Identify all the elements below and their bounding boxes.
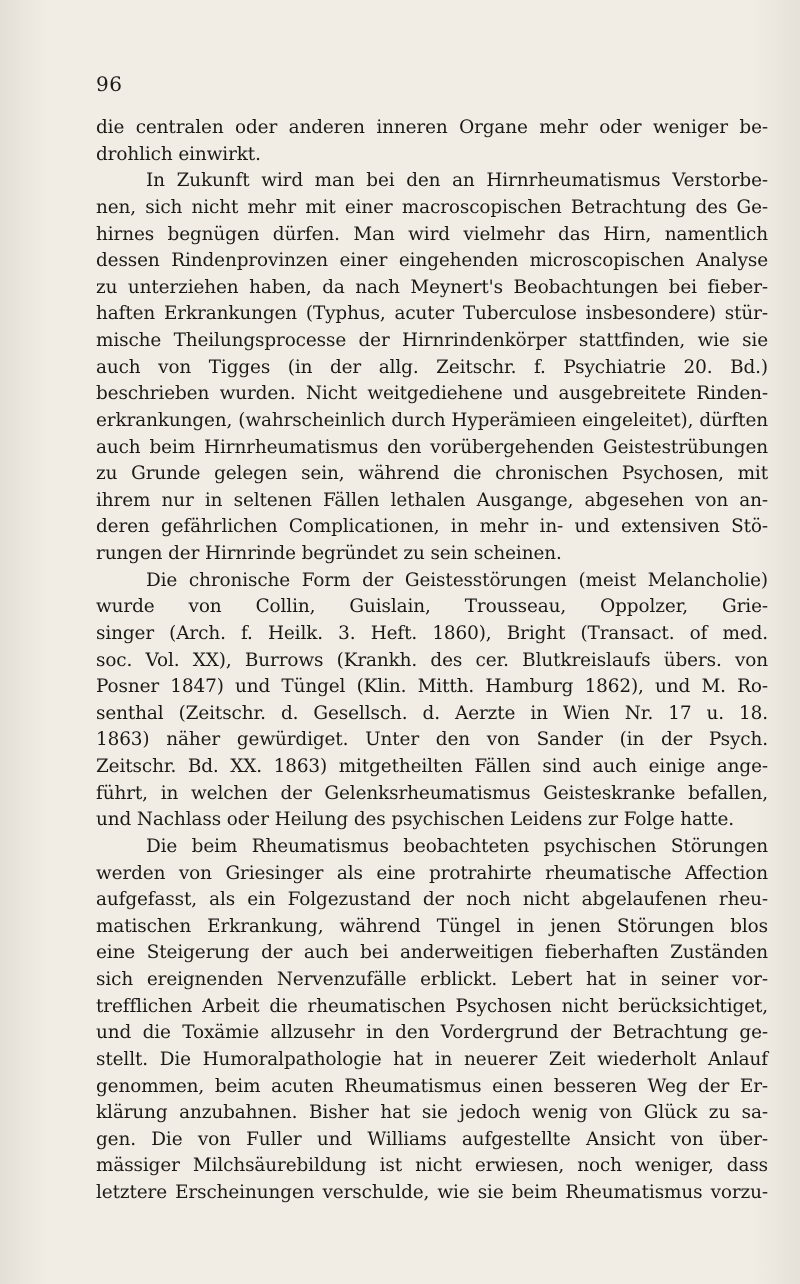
text-line: haften Erkrankungen (Typhus, acuter Tuberculose insbesondere) stür- bbox=[96, 303, 768, 325]
text-line: drohlich einwirkt. bbox=[96, 143, 261, 165]
text-line: letztere Erscheinungen verschulde, wie sie beim Rheumatismus vorzu- bbox=[96, 1182, 768, 1203]
text-line: Zeitschr. Bd. XX. 1863) mitgetheilten Fällen sind auch einige ange- bbox=[96, 756, 768, 777]
text-line: klärung anzubahnen. Bisher hat sie jedoch wenig von Glück zu sa- bbox=[96, 1102, 768, 1124]
text-line: Die beim Rheumatismus beobachteten psychischen Störungen bbox=[146, 835, 768, 857]
text-line: zu unterziehen haben, da nach Meynert's Beobachtungen bei fieber- bbox=[96, 276, 768, 298]
text-line: eine Steigerung der auch bei anderweitigen fieberhaften Zuständen bbox=[96, 942, 768, 964]
text-line: matischen Erkrankung, während Tüngel in jenen Störungen blos bbox=[96, 915, 768, 937]
text-line: genommen, beim acuten Rheumatismus einen besseren Weg der Er- bbox=[96, 1075, 768, 1097]
text-line: stellt. Die Humoralpathologie hat in neuerer Zeit wiederholt Anlauf bbox=[96, 1048, 768, 1070]
text-line: zu Grunde gelegen sein, während die chronischen Psychosen, mit bbox=[96, 463, 768, 485]
body-text bbox=[96, 115, 768, 1207]
text-line: gen. Die von Fuller und Williams aufgestellte Ansicht von über- bbox=[96, 1128, 768, 1150]
text-line: auch beim Hirnrheumatismus den vorübergehenden Geistestrübungen bbox=[96, 436, 768, 458]
text-line: 1863) näher gewürdiget. Unter den von Sander (in der Psych. bbox=[96, 729, 768, 751]
text-line: Posner 1847) und Tüngel (Klin. Mitth. Hamburg 1862), und M. Ro- bbox=[96, 676, 768, 698]
text-line: beschrieben wurden. Nicht weitgediehene und ausgebreitete Rinden- bbox=[96, 383, 768, 405]
text-line: aufgefasst, als ein Folgezustand der noch nicht abgelaufenen rheu- bbox=[96, 889, 768, 911]
text-line: auch von Tigges (in der allg. Zeitschr. f. Psychiatrie 20. Bd.) bbox=[96, 356, 768, 378]
text-line: und Nachlass oder Heilung des psychischen Leidens zur Folge hatte. bbox=[96, 809, 735, 831]
text-line: werden von Griesinger als eine protrahirte rheumatische Affection bbox=[96, 862, 768, 884]
text-line: trefflichen Arbeit die rheumatischen Psychosen nicht berücksichtiget, bbox=[96, 995, 768, 1017]
text-line: In Zukunft wird man bei den an Hirnrheumatismus Verstorbe- bbox=[146, 170, 768, 192]
text-line: mische Theilungsprocesse der Hirnrindenkörper stattfinden, wie sie bbox=[96, 330, 768, 351]
text-line: senthal (Zeitschr. d. Gesellsch. d. Aerzte in Wien Nr. 17 u. 18. bbox=[96, 702, 768, 724]
text-line: Die chronische Form der Geistesstörungen (meist Melancholie) bbox=[146, 569, 768, 591]
text-line: und die Toxämie allzusehr in den Vordergrund der Betrachtung ge- bbox=[96, 1022, 768, 1044]
text-line: deren gefährlichen Complicationen, in mehr in- und extensiven Stö- bbox=[96, 516, 768, 538]
text-line: mässiger Milchsäurebildung ist nicht erwiesen, noch weniger, dass bbox=[96, 1155, 768, 1177]
text-line: singer (Arch. f. Heilk. 3. Heft. 1860), Bright (Transact. of med. bbox=[96, 622, 768, 644]
text-line: wurde von Collin, Guislain, Trousseau, Oppolzer, Grie- bbox=[96, 596, 768, 618]
text-line: soc. Vol. XX), Burrows (Krankh. des cer. Blutkreislaufs übers. von bbox=[96, 649, 768, 671]
text-line: rungen der Hirnrinde begründet zu sein scheinen. bbox=[96, 543, 562, 564]
text-line: sich ereignenden Nervenzufälle erblickt. Lebert hat in seiner vor- bbox=[96, 969, 768, 990]
text-line: erkrankungen, (wahrscheinlich durch Hyperämieen eingeleitet), dürften bbox=[96, 409, 768, 431]
page-number: 96 bbox=[96, 72, 123, 96]
text-line: führt, in welchen der Gelenksrheumatismus Geisteskranke befallen, bbox=[96, 782, 768, 804]
text-line: die centralen oder anderen inneren Organe mehr oder weniger be- bbox=[96, 117, 768, 138]
text-line: nen, sich nicht mehr mit einer macroscopischen Betrachtung des Ge- bbox=[96, 196, 768, 218]
text-line: hirnes begnügen dürfen. Man wird vielmehr das Hirn, namentlich bbox=[96, 223, 768, 245]
text-line: ihrem nur in seltenen Fällen lethalen Ausgange, abgesehen von an- bbox=[96, 489, 768, 511]
text-line: dessen Rindenprovinzen einer eingehenden microscopischen Analyse bbox=[96, 250, 768, 272]
